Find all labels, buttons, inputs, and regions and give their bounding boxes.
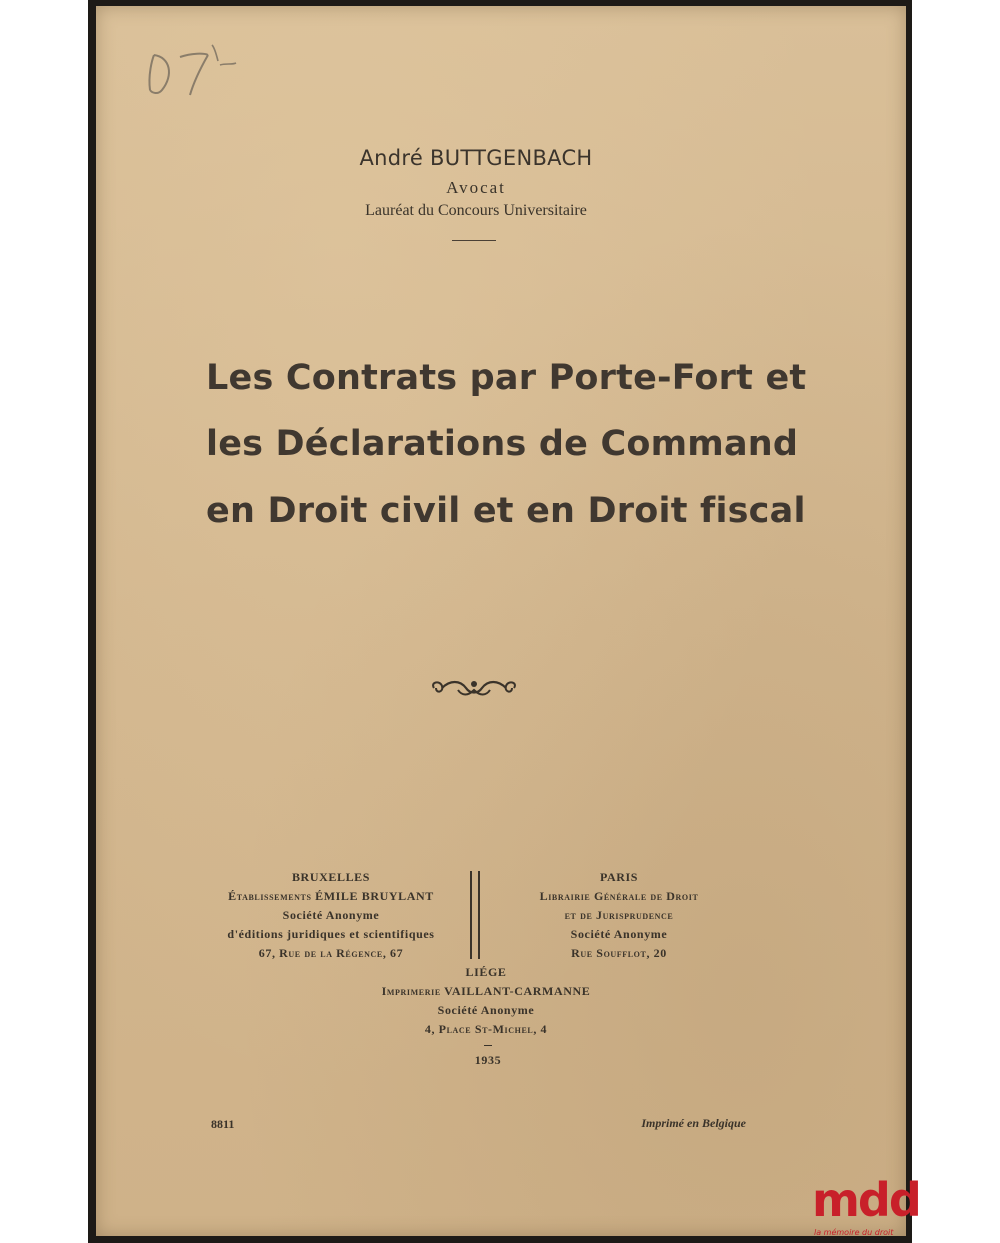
publisher-separator bbox=[470, 871, 480, 959]
year-divider bbox=[484, 1045, 492, 1046]
printer-address: 4, Place St-Michel, 4 bbox=[424, 1022, 548, 1036]
printer-city: LIÉGE bbox=[465, 965, 507, 979]
publisher-paris-type: Société Anonyme bbox=[570, 927, 668, 941]
author-surname: BUTTGENBACH bbox=[430, 146, 593, 170]
publisher-brussels-type: Société Anonyme bbox=[282, 908, 380, 922]
mdd-watermark-logo bbox=[812, 1172, 920, 1243]
publisher-brussels-address: 67, Rue de la Régence, 67 bbox=[258, 946, 404, 960]
printer-type: Société Anonyme bbox=[437, 1003, 535, 1017]
publication-year: 1935 bbox=[474, 1053, 502, 1067]
publisher-paris bbox=[514, 868, 724, 963]
title-divider bbox=[452, 240, 496, 241]
author-first-name: André bbox=[359, 146, 424, 170]
ornament-icon bbox=[428, 676, 520, 700]
mdd-logo-tagline: la mémoire du droit bbox=[814, 1228, 894, 1237]
author-role: Avocat bbox=[446, 178, 506, 197]
publisher-paris-house-cont: et de Jurisprudence bbox=[564, 908, 674, 922]
mdd-logo-text: mdd bbox=[812, 1173, 920, 1227]
printer-liege bbox=[336, 963, 636, 1039]
publisher-brussels bbox=[200, 868, 462, 963]
printer-name: Imprimerie VAILLANT-CARMANNE bbox=[381, 984, 591, 998]
author-distinction: Lauréat du Concours Universitaire bbox=[365, 202, 587, 219]
printed-in-label: Imprimé en Belgique bbox=[641, 1116, 746, 1130]
title-line-2: les Déclarations de Command bbox=[206, 424, 799, 464]
publisher-paris-city: PARIS bbox=[599, 870, 639, 884]
title-line-3: en Droit civil et en Droit fiscal bbox=[206, 491, 806, 531]
publisher-paris-address: Rue Soufflot, 20 bbox=[571, 946, 667, 960]
author-name bbox=[96, 146, 856, 170]
catalog-number: 8811 bbox=[211, 1117, 235, 1131]
title-line-1: Les Contrats par Porte-Fort et bbox=[206, 358, 807, 398]
publisher-brussels-city: BRUXELLES bbox=[291, 870, 371, 884]
publisher-brussels-house: Établissements ÉMILE BRUYLANT bbox=[228, 889, 434, 903]
publisher-paris-house: Librairie Générale de Droit bbox=[539, 889, 699, 903]
publisher-brussels-subtitle: d'éditions juridiques et scientifiques bbox=[227, 927, 435, 941]
handwritten-mark bbox=[140, 35, 250, 105]
